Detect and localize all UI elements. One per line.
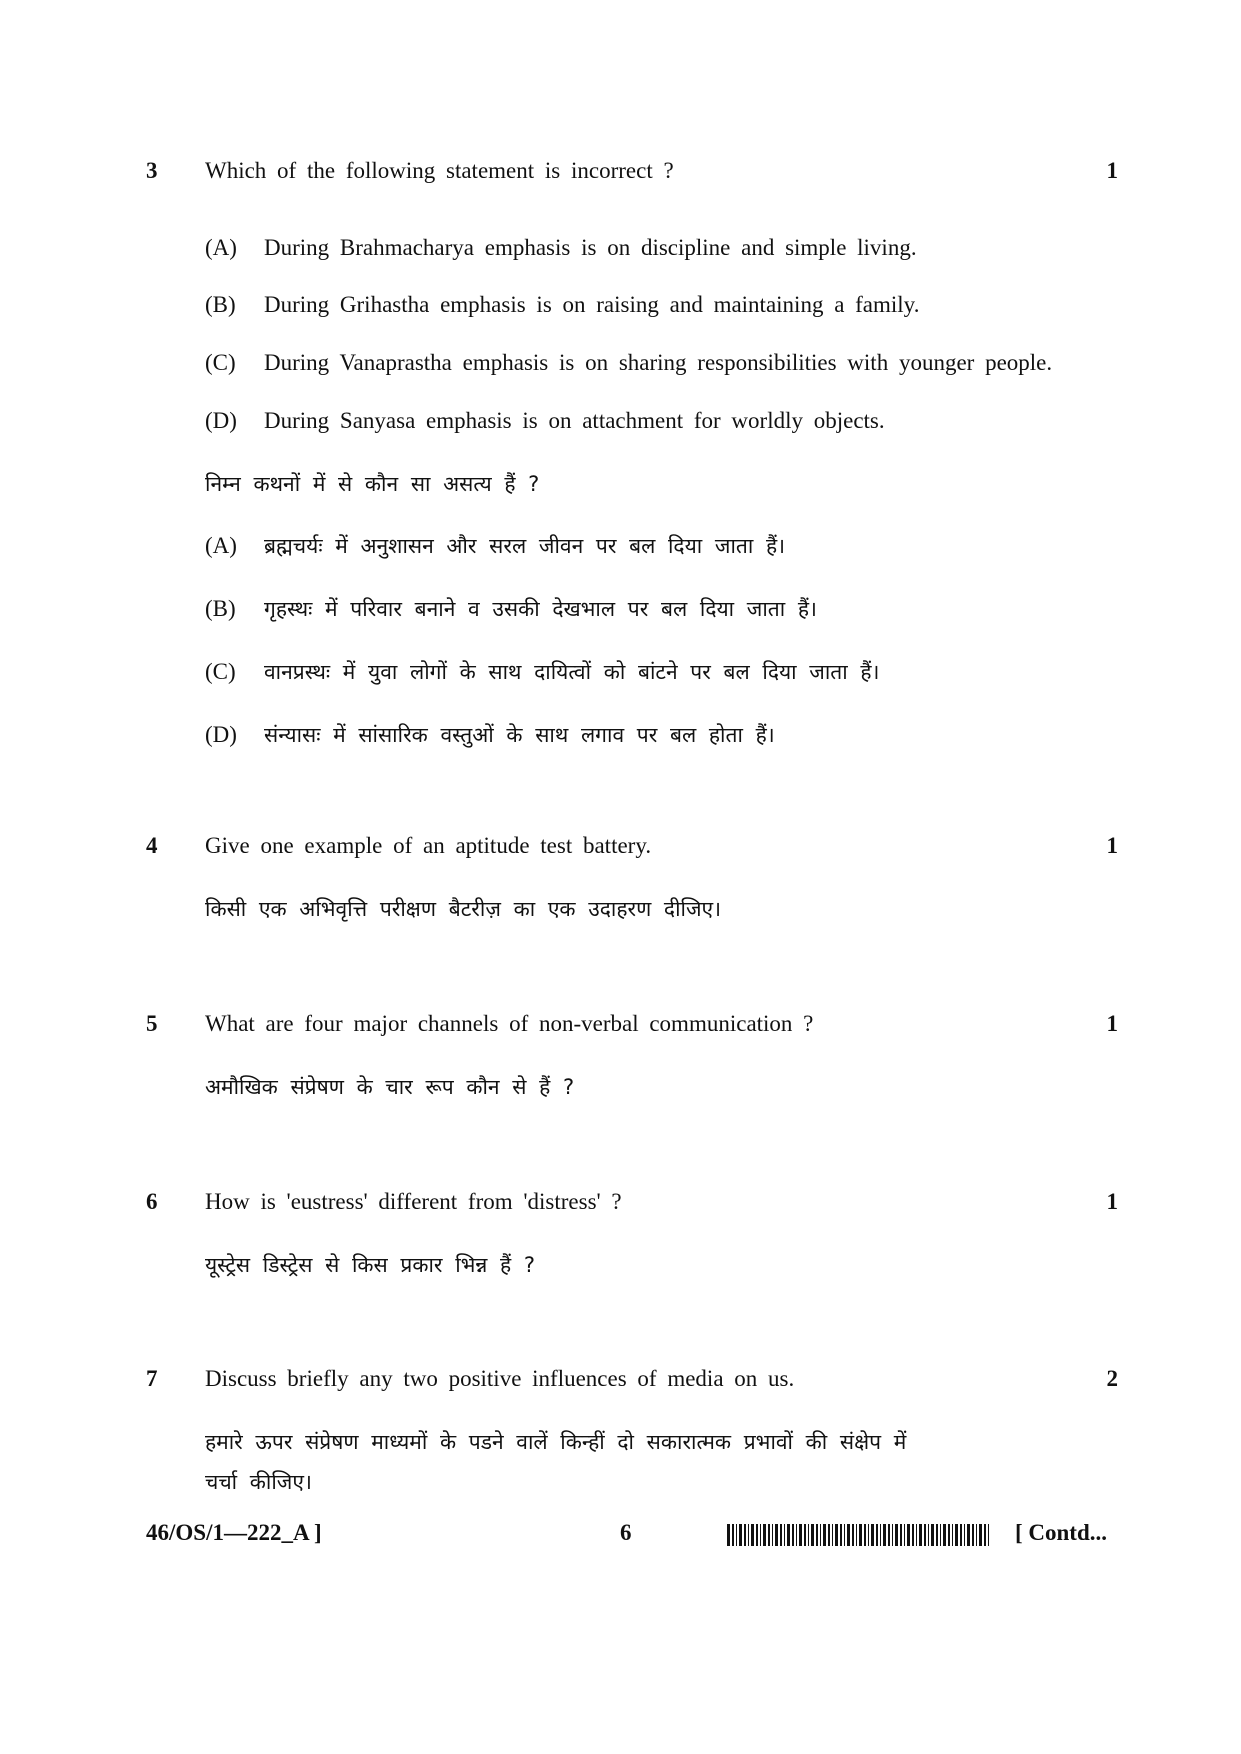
question-marks: 2 <box>1106 1366 1118 1391</box>
option-d <box>205 408 885 434</box>
option-label: (A) <box>205 533 237 558</box>
question-marks: 1 <box>1106 1189 1118 1214</box>
question-number: 6 <box>146 1189 158 1214</box>
option-text: During Vanaprastha emphasis is on sharing responsibilities with younger people. <box>264 350 1053 375</box>
page-footer <box>0 1520 1241 1560</box>
question-text-hindi-line2: चर्चा कीजिए। <box>205 1470 312 1494</box>
question-text: How is 'eustress' different from 'distress' ? <box>205 1189 622 1214</box>
page-number: 6 <box>620 1520 632 1545</box>
option-d-hindi <box>205 721 775 749</box>
question-marks: 1 <box>1106 158 1118 183</box>
option-a <box>205 235 917 261</box>
barcode-icon <box>727 1524 993 1546</box>
question-number: 7 <box>146 1366 158 1391</box>
paper-code: 46/OS/1—222_A ] <box>146 1520 322 1545</box>
question-text: Which of the following statement is incorrect ? <box>205 158 674 183</box>
question-number: 4 <box>146 833 158 858</box>
question-marks: 1 <box>1106 1011 1118 1036</box>
option-b-hindi <box>205 595 817 623</box>
option-label: (D) <box>205 722 237 747</box>
option-label: (C) <box>205 659 236 684</box>
option-text: During Grihastha emphasis is on raising and maintaining a family. <box>264 292 920 317</box>
option-text: गृहस्थः में परिवार बनाने व उसकी देखभाल पर बल दिया जाता हैं। <box>264 597 817 621</box>
question-text-hindi: अमौखिक संप्रेषण के चार रूप कौन से हैं ? <box>205 1075 575 1099</box>
option-a-hindi <box>205 532 785 560</box>
question-text-hindi-line1: हमारे ऊपर संप्रेषण माध्यमों के पडने वालें किन्हीं दो सकारात्मक प्रभावों की संक्षेप में <box>205 1430 907 1454</box>
question-text-hindi: निम्न कथनों में से कौन सा असत्य हैं ? <box>205 472 540 496</box>
option-label: (C) <box>205 350 236 375</box>
option-c-hindi <box>205 658 880 686</box>
option-text: During Brahmacharya emphasis is on discipline and simple living. <box>264 235 917 260</box>
option-text: संन्यासः में सांसारिक वस्तुओं के साथ लगाव पर बल होता हैं। <box>264 723 775 747</box>
option-label: (B) <box>205 292 236 317</box>
option-label: (B) <box>205 596 236 621</box>
option-label: (D) <box>205 408 237 433</box>
question-text: Discuss briefly any two positive influences of media on us. <box>205 1366 795 1391</box>
question-text-hindi: यूस्ट्रेस डिस्ट्रेस से किस प्रकार भिन्न हैं ? <box>205 1253 536 1277</box>
question-number: 5 <box>146 1011 158 1036</box>
question-text: Give one example of an aptitude test battery. <box>205 833 652 858</box>
question-text: What are four major channels of non-verbal communication ? <box>205 1011 814 1036</box>
option-text: ब्रह्मचर्यः में अनुशासन और सरल जीवन पर बल दिया जाता हैं। <box>264 534 786 558</box>
option-text: वानप्रस्थः में युवा लोगों के साथ दायित्वों को बांटने पर बल दिया जाता हैं। <box>264 660 880 684</box>
question-number: 3 <box>146 158 158 183</box>
question-marks: 1 <box>1106 833 1118 858</box>
option-b <box>205 292 919 318</box>
option-text: During Sanyasa emphasis is on attachment for worldly objects. <box>264 408 885 433</box>
option-c <box>205 350 1052 376</box>
option-label: (A) <box>205 235 237 260</box>
question-text-hindi: किसी एक अभिवृत्ति परीक्षण बैटरीज़ का एक उदाहरण दीजिए। <box>205 897 722 921</box>
continued-label: [ Contd... <box>1015 1520 1108 1545</box>
